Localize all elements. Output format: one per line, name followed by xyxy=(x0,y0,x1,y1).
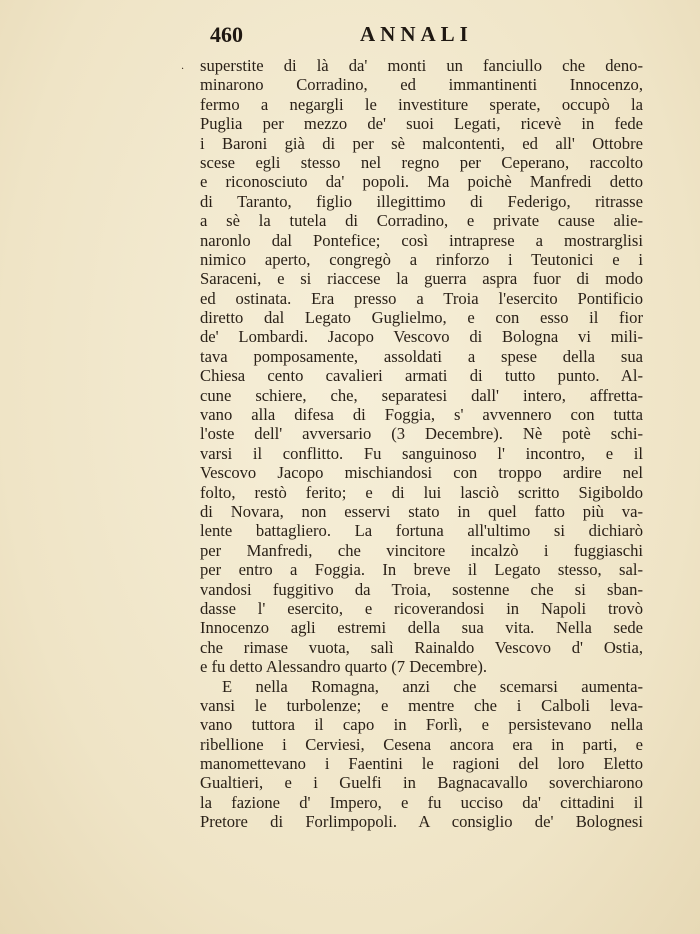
text-line: fermo a negargli le investiture sperate, occupò la xyxy=(200,94,643,114)
body-text xyxy=(200,56,643,832)
text-line: di Novara, non esservi stato in quel fatto più va- xyxy=(200,501,643,521)
paragraph-end-line: e fu detto Alessandro quarto (7 Decembre). xyxy=(200,657,488,677)
text-line: manomettevano i Faentini le ragioni del loro Eletto xyxy=(200,754,643,774)
page-header xyxy=(200,20,640,50)
text-line: Vescovo Jacopo mischiandosi con troppo ardire nel xyxy=(200,463,643,483)
running-head: ANNALI xyxy=(360,22,473,46)
text-line: di Taranto, figlio illegittimo di Federigo, ritrasse xyxy=(200,191,643,211)
text-line: vano alla difesa di Foggia, s' avvennero con tutta xyxy=(200,405,643,425)
text-line: dasse l' esercito, e ricoverandosi in Napoli trovò xyxy=(200,598,643,618)
text-line: per Manfredi, che vincitore incalzò i fuggiaschi xyxy=(200,540,643,560)
text-line: Saraceni, e si riaccese la guerra aspra fuor di modo xyxy=(200,269,643,289)
text-line: e riconosciuto da' popoli. Ma poichè Manfredi detto xyxy=(200,172,643,192)
page-number: 460 xyxy=(210,22,243,47)
text-line: Chiesa cento cavalieri armati di tutto punto. Al- xyxy=(200,366,643,386)
text-line: vandosi fuggitivo da Troia, sostenne che si sban- xyxy=(200,579,643,599)
text-line: per entro a Foggia. In breve il Legato stesso, sal- xyxy=(200,560,643,580)
text-line: minarono Corradino, ed immantinenti Innocenzo, xyxy=(200,75,643,95)
text-line: varsi il conflitto. Fu sanguinoso l' incontro, e il xyxy=(200,443,643,463)
text-line: Innocenzo agli estremi della sua vita. Nella sede xyxy=(200,618,643,638)
margin-mark: · xyxy=(181,64,185,75)
text-line: folto, restò ferito; e di lui lasciò scritto Sigiboldo xyxy=(200,482,643,502)
text-line: ribellione i Cerviesi, Cesena ancora era in parti, e xyxy=(200,734,643,754)
text-line: l'oste dell' avversario (3 Decembre). Nè potè schi- xyxy=(200,424,643,444)
text-line: cune schiere, che, separatesi dall' intero, affretta- xyxy=(200,385,643,405)
text-line: Puglia per mezzo de' suoi Legati, ricevè in fede xyxy=(200,114,643,134)
text-line: la fazione d' Impero, e fu ucciso da' cittadini il xyxy=(200,792,643,812)
text-line: che rimase vuota, salì Rainaldo Vescovo d' Ostia, xyxy=(200,637,643,657)
text-line: Pretore di Forlimpopoli. A consiglio de' Bolognesi xyxy=(200,812,643,832)
text-line: scese egli stesso nel regno per Ceperano, raccolto xyxy=(200,152,643,172)
text-line: Gualtieri, e i Guelfi in Bagnacavallo soverchiarono xyxy=(200,773,643,793)
text-line: superstite di là da' monti un fanciullo che deno- xyxy=(200,56,643,75)
text-line: i Baroni già di per sè malcontenti, ed all' Ottobre xyxy=(200,133,643,153)
text-line: vansi le turbolenze; e mentre che i Calboli leva- xyxy=(200,695,643,715)
text-line: de' Lombardi. Jacopo Vescovo di Bologna vi mili- xyxy=(200,327,643,347)
text-line: lente battagliero. La fortuna all'ultimo si dichiarò xyxy=(200,521,643,541)
text-line: vano tuttora il capo in Forlì, e persistevano nella xyxy=(200,715,643,735)
text-line: diretto dal Legato Guglielmo, e con esso il fior xyxy=(200,308,643,328)
paragraph-start-line: E nella Romagna, anzi che scemarsi aumenta- xyxy=(222,676,643,696)
text-line: naronlo dal Pontefice; così intraprese a mostrarglisi xyxy=(200,230,643,250)
text-line: a sè la tutela di Corradino, e private cause alie- xyxy=(200,211,643,231)
text-line: tava pomposamente, assoldati a spese della sua xyxy=(200,346,643,366)
text-line: nimico aperto, congregò a rinforzo i Teutonici e i xyxy=(200,249,643,269)
text-line: ed ostinata. Era presso a Troia l'esercito Pontificio xyxy=(200,288,643,308)
